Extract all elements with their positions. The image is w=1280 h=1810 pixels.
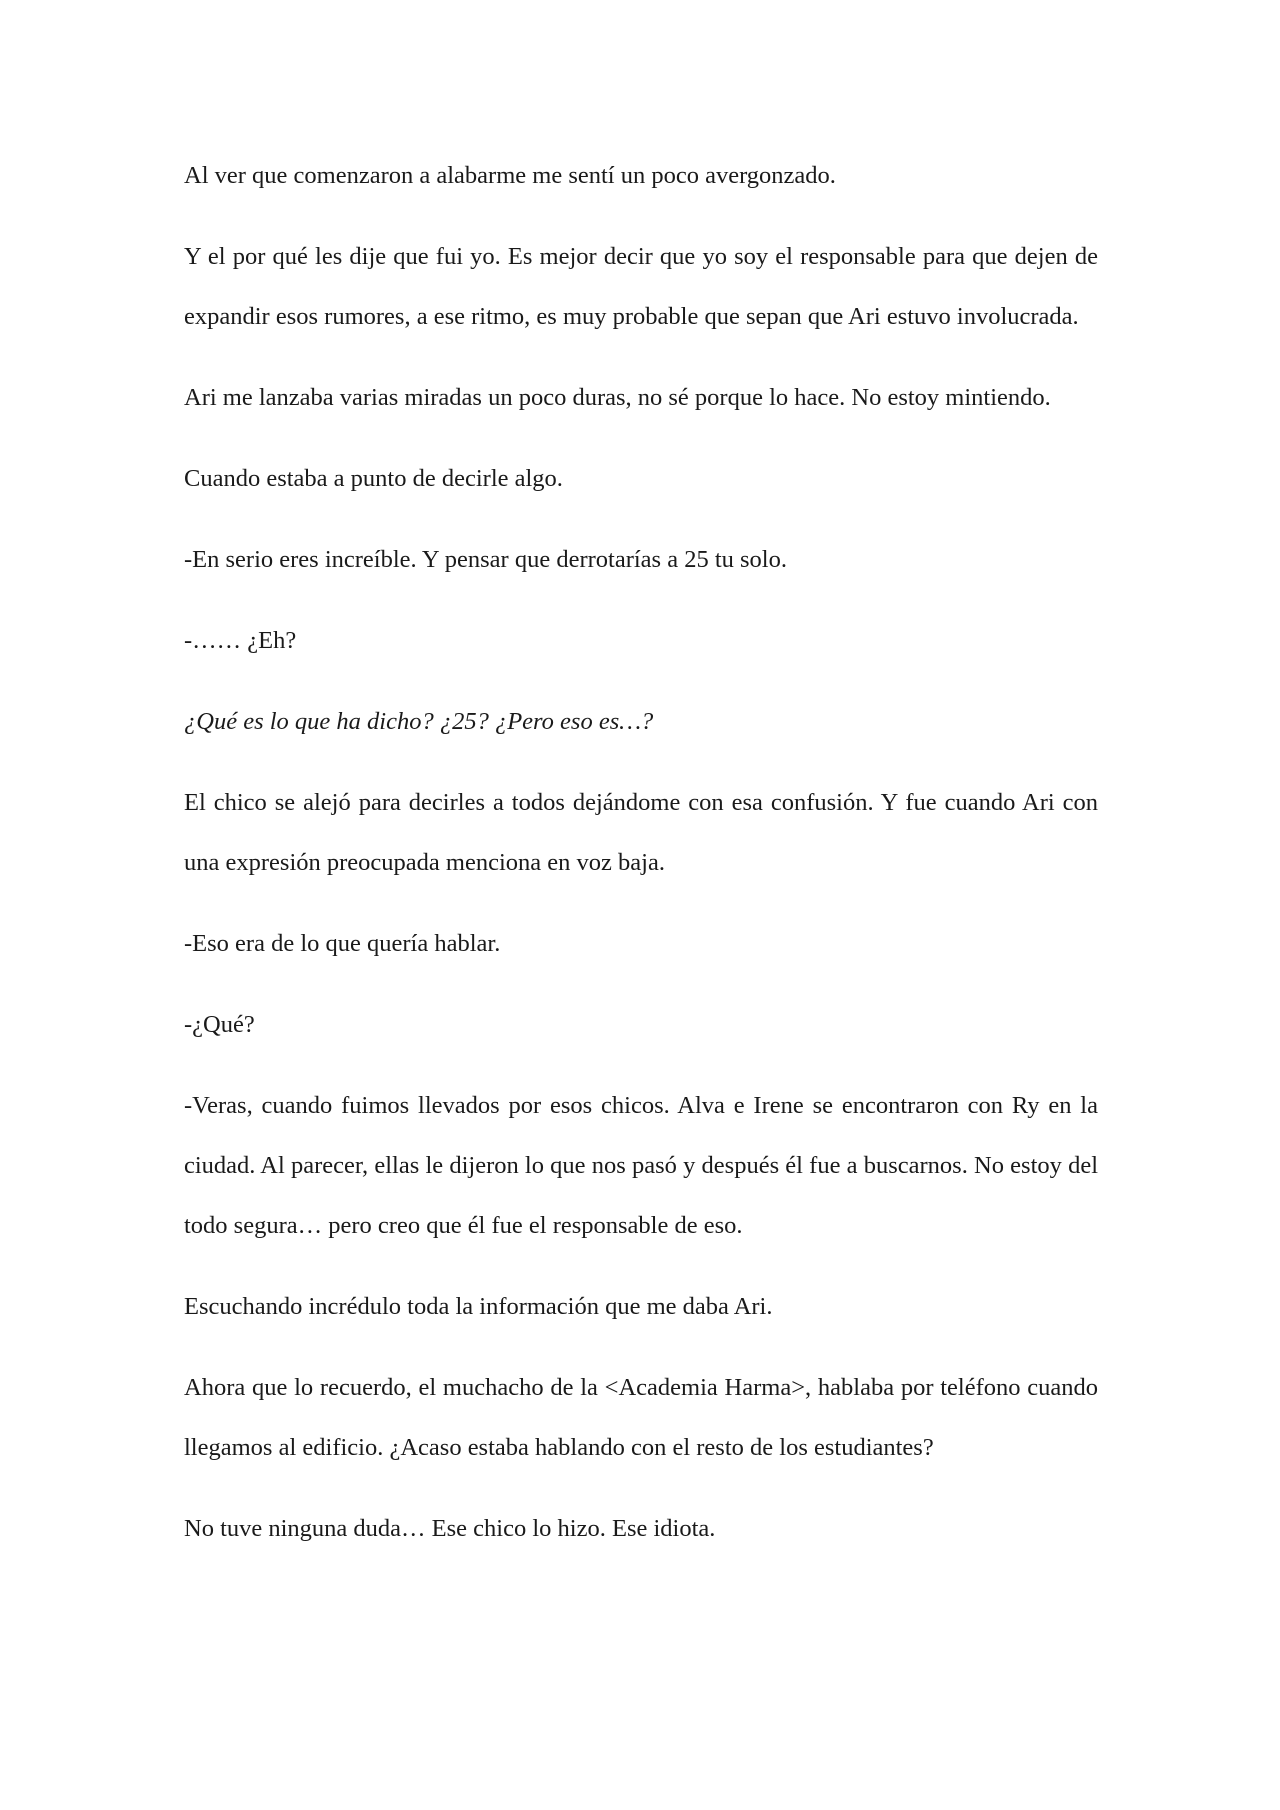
- italic-paragraph: ¿Qué es lo que ha dicho? ¿25? ¿Pero eso es…?: [184, 708, 654, 735]
- document-body: [184, 146, 1098, 1580]
- paragraph: -…… ¿Eh?: [184, 627, 297, 654]
- paragraph: -Veras, cuando fuimos llevados por esos chicos. Alva e Irene se encontraron con Ry en la ciudad. Al parecer, ellas le dijeron lo que nos pasó y después él fue a buscarnos. No estoy del todo segura… pero creo que él fue el responsable de eso.: [184, 1092, 1098, 1239]
- paragraph: Y el por qué les dije que fui yo. Es mejor decir que yo soy el responsable para que dejen de expandir esos rumores, a ese ritmo, es muy probable que sepan que Ari estuvo involucrada.: [184, 243, 1098, 330]
- paragraph: Cuando estaba a punto de decirle algo.: [184, 465, 563, 492]
- paragraph: -En serio eres increíble. Y pensar que derrotarías a 25 tu solo.: [184, 546, 787, 573]
- paragraph: No tuve ninguna duda… Ese chico lo hizo. Ese idiota.: [184, 1515, 716, 1542]
- paragraph: El chico se alejó para decirles a todos dejándome con esa confusión. Y fue cuando Ari con una expresión preocupada menciona en voz baja.: [184, 789, 1098, 876]
- paragraph: Al ver que comenzaron a alabarme me sentí un poco avergonzado.: [184, 162, 836, 189]
- paragraph: Escuchando incrédulo toda la información que me daba Ari.: [184, 1293, 773, 1320]
- paragraph: Ahora que lo recuerdo, el muchacho de la <Academia Harma>, hablaba por teléfono cuando llegamos al edificio. ¿Acaso estaba hablando con el resto de los estudiantes?: [184, 1374, 1098, 1461]
- paragraph: -Eso era de lo que quería hablar.: [184, 930, 501, 957]
- paragraph: -¿Qué?: [184, 1011, 255, 1038]
- paragraph: Ari me lanzaba varias miradas un poco duras, no sé porque lo hace. No estoy mintiendo.: [184, 384, 1051, 411]
